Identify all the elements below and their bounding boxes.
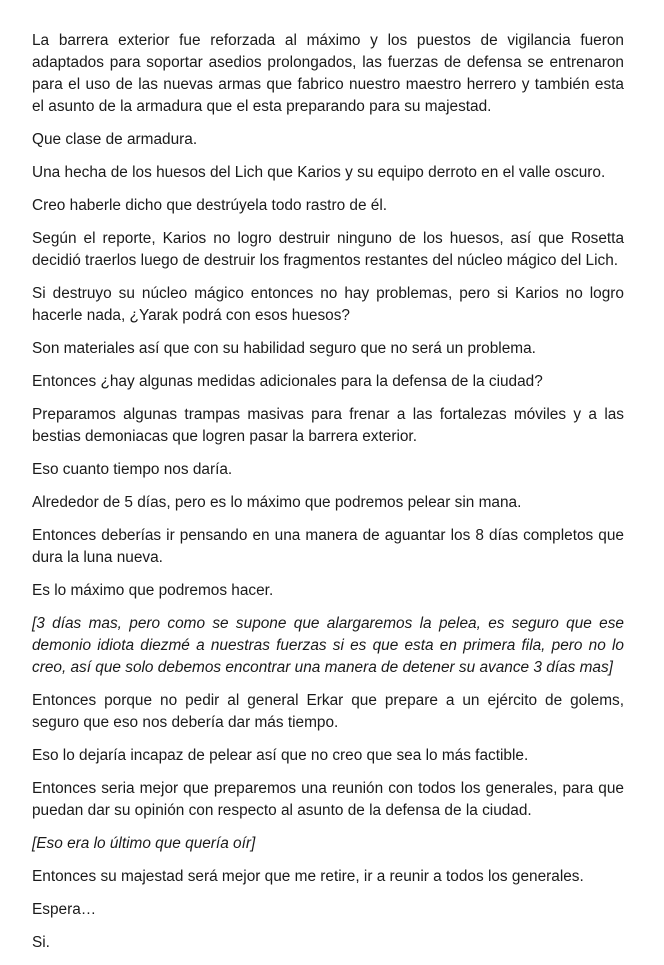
paragraph: Espera… bbox=[32, 901, 97, 918]
paragraph: La barrera exterior fue reforzada al máximo y los puestos de vigilancia fueron adaptados para soportar asedios prolongados, las fuerzas de defensa se entrenaron para el uso de las nuevas armas que fabrico nuestro maestro herrero y también esta el asunto de la armadura que el esta preparando para su majestad. bbox=[32, 32, 624, 115]
document-body bbox=[32, 30, 624, 965]
paragraph: Según el reporte, Karios no logro destruir ninguno de los huesos, así que Rosetta decidió traerlos luego de destruir los fragmentos restantes del núcleo mágico del Lich. bbox=[32, 230, 624, 269]
paragraph: Preparamos algunas trampas masivas para frenar a las fortalezas móviles y a las bestias demoniacas que logren pasar la barrera exterior. bbox=[32, 406, 624, 445]
paragraph: Que clase de armadura. bbox=[32, 131, 198, 148]
paragraph: Creo haberle dicho que destrúyela todo rastro de él. bbox=[32, 197, 388, 214]
paragraph: Entonces porque no pedir al general Erkar que prepare a un ejército de golems, seguro que eso nos debería dar más tiempo. bbox=[32, 692, 624, 731]
thought-paragraph: [Eso era lo último que quería oír] bbox=[32, 835, 256, 852]
paragraph: Entonces deberías ir pensando en una manera de aguantar los 8 días completos que dura la luna nueva. bbox=[32, 527, 624, 566]
paragraph: Entonces su majestad será mejor que me retire, ir a reunir a todos los generales. bbox=[32, 868, 584, 885]
paragraph: Son materiales así que con su habilidad seguro que no será un problema. bbox=[32, 340, 536, 357]
paragraph: Alrededor de 5 días, pero es lo máximo que podremos pelear sin mana. bbox=[32, 494, 522, 511]
paragraph: Entonces seria mejor que preparemos una reunión con todos los generales, para que puedan dar su opinión con respecto al asunto de la defensa de la ciudad. bbox=[32, 780, 624, 819]
paragraph: Eso lo dejaría incapaz de pelear así que no creo que sea lo más factible. bbox=[32, 747, 529, 764]
thought-paragraph: [3 días mas, pero como se supone que alargaremos la pelea, es seguro que ese demonio idiota diezmé a nuestras fuerzas si es que esta en primera fila, pero no lo creo, así que solo debemos encontrar una manera de detener su avance 3 días mas] bbox=[32, 615, 624, 676]
paragraph: Una hecha de los huesos del Lich que Karios y su equipo derroto en el valle oscuro. bbox=[32, 164, 606, 181]
paragraph: Es lo máximo que podremos hacer. bbox=[32, 582, 274, 599]
paragraph: Entonces ¿hay algunas medidas adicionales para la defensa de la ciudad? bbox=[32, 373, 543, 390]
paragraph: Eso cuanto tiempo nos daría. bbox=[32, 461, 233, 478]
paragraph: Si destruyo su núcleo mágico entonces no hay problemas, pero si Karios no logro hacerle nada, ¿Yarak podrá con esos huesos? bbox=[32, 285, 624, 324]
paragraph: Si. bbox=[32, 934, 50, 951]
